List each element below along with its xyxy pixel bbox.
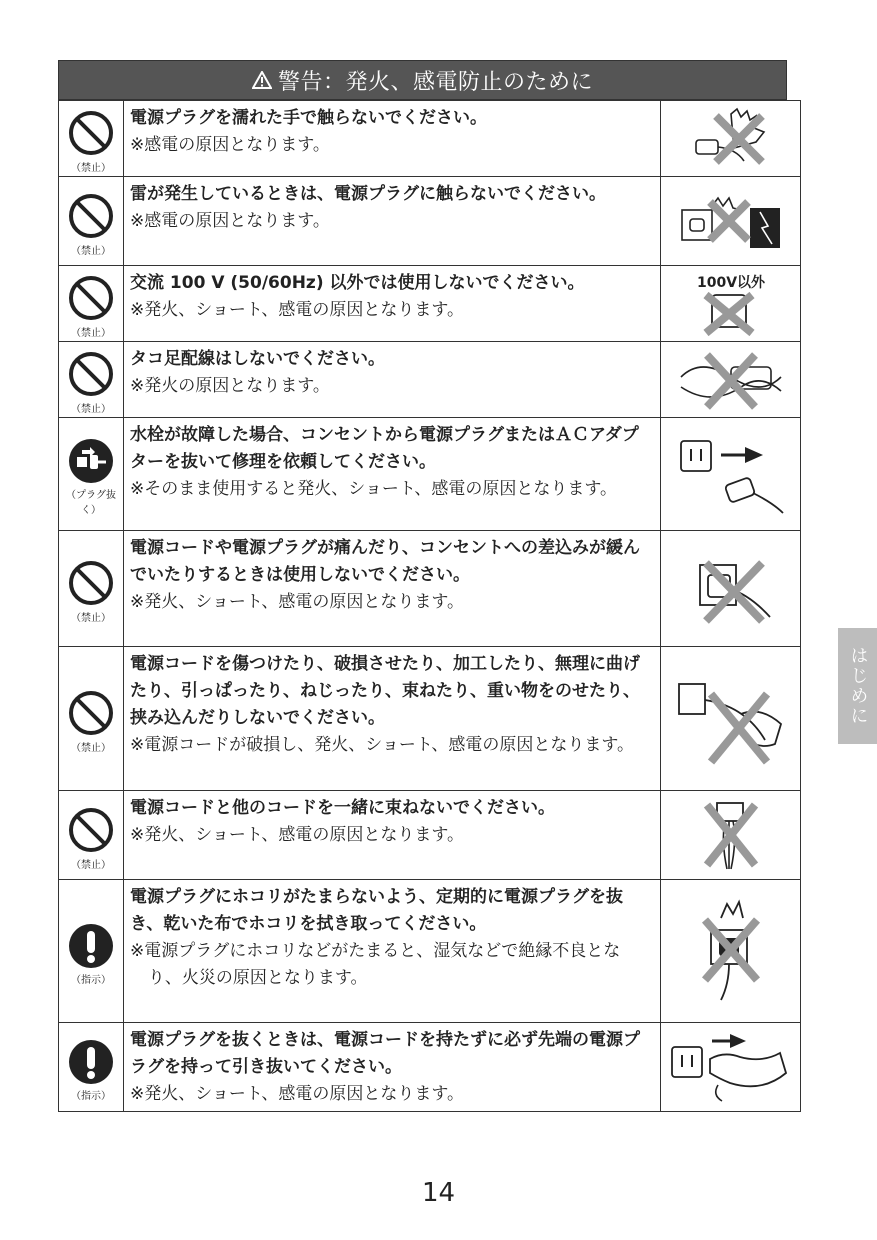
page-number: 14 bbox=[421, 1178, 456, 1208]
warning-row bbox=[59, 177, 801, 266]
warning-note: ※発火、ショート、感電の原因となります。 bbox=[130, 825, 465, 845]
symbol-label: （指示） bbox=[71, 1090, 111, 1102]
illustration bbox=[661, 791, 801, 880]
warning-lead: 電源プラグを濡れた手で触らないでください。 bbox=[130, 108, 487, 128]
warning-lead: 電源コードを傷つけたり、破損させたり、加工したり、無理に曲げたり、引っぱったり、ねじったり、束ねたり、重い物をのせたり、挟み込んだりしないでください。 bbox=[130, 654, 640, 728]
warning-row bbox=[59, 531, 801, 647]
warning-header bbox=[58, 60, 787, 100]
warning-lead: 雷が発生しているときは、電源プラグに触らないでください。 bbox=[130, 184, 606, 204]
warning-note: ※発火、ショート、感電の原因となります。 bbox=[130, 1084, 465, 1104]
warning-note: ※電源コードが破損し、発火、ショート、感電の原因となります。 bbox=[130, 735, 635, 755]
warning-row bbox=[59, 342, 801, 418]
warning-row bbox=[59, 791, 801, 880]
prohibition-icon bbox=[67, 192, 115, 240]
symbol-label: （禁止） bbox=[71, 328, 111, 339]
illustration bbox=[661, 418, 801, 531]
symbol-label: （禁止） bbox=[71, 163, 111, 174]
warning-note: ※電源プラグにホコリなどがたまると、湿気などで絶縁不良となり、火災の原因となります。 bbox=[130, 941, 621, 988]
warning-row bbox=[59, 101, 801, 177]
section-tab: はじめに bbox=[838, 628, 877, 744]
warning-note: ※そのまま使用すると発火、ショート、感電の原因となります。 bbox=[130, 479, 618, 499]
voltage-label: 100V以外 bbox=[696, 274, 765, 291]
warning-note: ※発火の原因となります。 bbox=[130, 376, 330, 396]
warning-panel bbox=[58, 60, 787, 1112]
prohibition-icon bbox=[67, 689, 115, 737]
warning-triangle-icon bbox=[252, 71, 272, 89]
illustration bbox=[661, 1023, 801, 1112]
warning-note: ※感電の原因となります。 bbox=[130, 211, 330, 231]
warning-lead: タコ足配線はしないでください。 bbox=[130, 349, 385, 369]
warning-row bbox=[59, 1023, 801, 1112]
warning-lead: 電源コードや電源プラグが痛んだり、コンセントへの差込みが緩んでいたりするときは使用しないでください。 bbox=[130, 538, 640, 585]
prohibition-icon bbox=[67, 109, 115, 157]
symbol-label: （指示） bbox=[71, 974, 111, 986]
warning-note: ※発火、ショート、感電の原因となります。 bbox=[130, 592, 465, 612]
warning-lead: 交流 100 V (50/60Hz) 以外では使用しないでください。 bbox=[130, 273, 585, 293]
warning-row bbox=[59, 880, 801, 1023]
illustration bbox=[661, 880, 801, 1023]
illustration bbox=[661, 342, 801, 418]
unplug-icon bbox=[68, 438, 114, 484]
prohibition-icon bbox=[67, 350, 115, 398]
symbol-label: （プラグ抜く） bbox=[66, 490, 116, 516]
prohibition-icon bbox=[67, 559, 115, 607]
warning-lead: 電源コードと他のコードを一緒に束ねないでください。 bbox=[130, 798, 555, 818]
warning-lead: 電源プラグにホコリがたまらないよう、定期的に電源プラグを抜き、乾いた布でホコリを拭き取ってください。 bbox=[130, 887, 623, 934]
warning-row bbox=[59, 418, 801, 531]
warning-lead: 電源プラグを抜くときは、電源コードを持たずに必ず先端の電源プラグを持って引き抜いてください。 bbox=[130, 1030, 640, 1077]
prohibition-icon bbox=[67, 274, 115, 322]
symbol-label: （禁止） bbox=[71, 245, 111, 257]
warning-row bbox=[59, 266, 801, 342]
warning-lead: 水栓が故障した場合、コンセントから電源プラグまたはＡＣアダプターを抜いて修理を依頼してください。 bbox=[130, 425, 639, 472]
symbol-label: （禁止） bbox=[71, 859, 111, 871]
illustration bbox=[661, 647, 801, 791]
warning-table bbox=[58, 100, 801, 1112]
illustration bbox=[661, 531, 801, 647]
symbol-label: （禁止） bbox=[71, 613, 111, 624]
warning-row bbox=[59, 647, 801, 791]
warning-title: 警告：発火、感電防止のために bbox=[277, 69, 593, 95]
illustration bbox=[661, 101, 801, 177]
prohibition-icon bbox=[67, 806, 115, 854]
illustration bbox=[661, 266, 801, 342]
symbol-label: （禁止） bbox=[71, 743, 111, 754]
illustration bbox=[661, 177, 801, 266]
exclamation-instruction-icon bbox=[68, 923, 114, 969]
warning-note: ※発火、ショート、感電の原因となります。 bbox=[130, 300, 465, 320]
exclamation-instruction-icon bbox=[68, 1039, 114, 1085]
symbol-label: （禁止） bbox=[71, 404, 111, 415]
warning-note: ※感電の原因となります。 bbox=[130, 135, 330, 155]
